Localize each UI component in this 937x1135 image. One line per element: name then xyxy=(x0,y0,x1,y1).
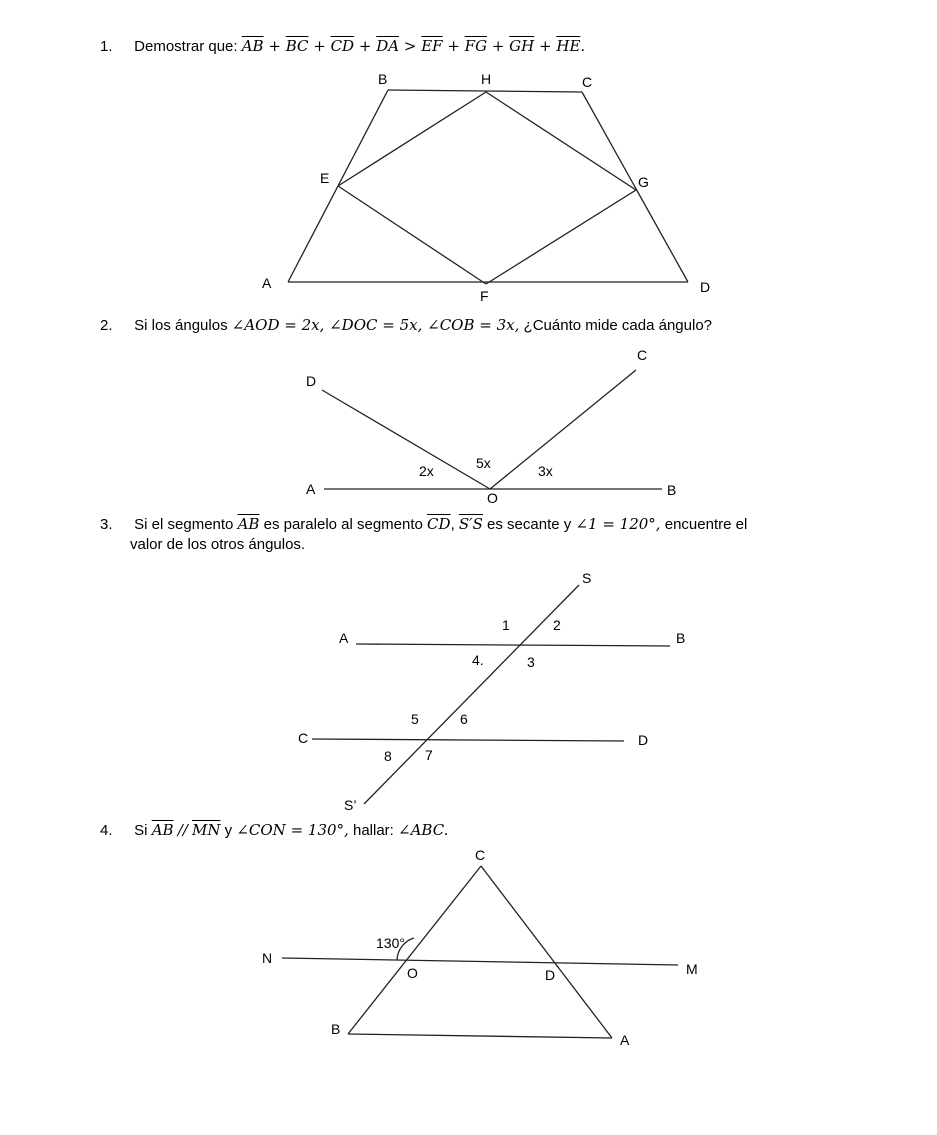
label-b: B xyxy=(676,630,686,646)
label-d: D xyxy=(700,279,711,295)
line-ab-fig xyxy=(356,644,670,646)
label-o: O xyxy=(407,965,418,981)
term-bc: $\overline{BC}$ xyxy=(285,37,309,55)
figure-4 xyxy=(262,847,698,1048)
segment-ba xyxy=(348,1034,612,1038)
problem-1-expression: $\overline{AB} + \overline{BC} + \overline{CD} + \overline{DA} > \overline{EF} + \overline{FG} + \overline{GH} + \overline{HE}$. xyxy=(241,37,586,55)
term-he: $\overline{HE}$ xyxy=(556,37,581,55)
term-cd: $\overline{CD}$ xyxy=(330,37,355,55)
problem-2-text-a: Si los ángulos xyxy=(134,317,228,334)
problem-3-text-a: Si el segmento xyxy=(134,516,234,533)
label-d: D xyxy=(545,967,556,983)
angle-2: 2 xyxy=(553,617,561,633)
angle-7: 7 xyxy=(425,747,433,763)
term-fg: $\overline{FG}$ xyxy=(464,37,488,55)
label-b: B xyxy=(378,71,388,87)
label-b: B xyxy=(667,482,677,498)
label-h: H xyxy=(481,71,492,87)
label-s-prime: S’ xyxy=(344,797,357,813)
label-s: S xyxy=(582,570,592,586)
angle-3: 3 xyxy=(527,654,535,670)
segment-bc-fig xyxy=(388,90,582,92)
figure-1 xyxy=(262,71,710,304)
relation: > xyxy=(403,37,417,55)
segment-ab: $\overline{AB}$ xyxy=(151,821,174,839)
angle-cob: 3x xyxy=(538,463,553,479)
angle-4: 4. xyxy=(472,652,484,668)
problem-3-text-d: encuentre el xyxy=(664,516,748,533)
problem-3-text-b: es paralelo al segmento xyxy=(263,516,423,533)
segment-bc xyxy=(348,866,481,1034)
label-a: A xyxy=(620,1032,630,1048)
problem-4-text-a: Si xyxy=(134,822,148,839)
segment-hg xyxy=(486,92,636,190)
line-cd-fig xyxy=(312,739,624,741)
label-b: B xyxy=(331,1021,341,1037)
problem-3-line-2: valor de los otros ángulos. xyxy=(130,536,306,553)
label-f: F xyxy=(480,288,489,304)
term-da: $\overline{DA}$ xyxy=(376,37,400,55)
problem-4-target: ∠ABC. xyxy=(398,821,449,839)
label-c: C xyxy=(475,847,486,863)
angle-6: 6 xyxy=(460,711,468,727)
segment-gf xyxy=(486,190,636,284)
label-a: A xyxy=(339,630,349,646)
angle-8: 8 xyxy=(384,748,392,764)
label-e: E xyxy=(320,170,330,186)
segment-eh xyxy=(338,92,486,186)
problem-2-number: 2. xyxy=(100,317,113,334)
segment-cd: $\overline{CD}$ xyxy=(427,515,451,533)
label-m: M xyxy=(686,961,698,977)
label-g: G xyxy=(638,174,649,190)
ray-od xyxy=(322,390,490,489)
label-a: A xyxy=(306,481,316,497)
segment-s-prime-s: S′S xyxy=(458,515,483,533)
problem-1-number: 1. xyxy=(100,38,113,55)
segment-fe xyxy=(338,186,486,284)
angle-doc: 5x xyxy=(476,455,491,471)
problem-3-math: ∠1 = 120°, xyxy=(575,515,661,533)
label-c: C xyxy=(298,730,309,746)
segment-mn: $\overline{MN}$ xyxy=(192,821,221,839)
label-c: C xyxy=(637,347,648,363)
line-nm xyxy=(282,958,678,965)
problem-4-number: 4. xyxy=(100,822,113,839)
parallel-symbol: // xyxy=(177,821,188,839)
label-a: A xyxy=(262,275,272,291)
angle-1: 1 xyxy=(502,617,510,633)
suffix: . xyxy=(580,37,586,55)
label-d: D xyxy=(638,732,649,748)
angle-5: 5 xyxy=(411,711,419,727)
figure-3 xyxy=(298,570,685,813)
problem-3-text-c: es secante y xyxy=(487,516,572,533)
problem-4-text-c: hallar: xyxy=(352,822,394,839)
transversal-s-prime-s xyxy=(364,585,579,804)
term-gh: $\overline{GH}$ xyxy=(509,37,535,55)
problem-1-prefix: Demostrar que: xyxy=(134,38,238,55)
term-ef: $\overline{EF}$ xyxy=(421,37,443,55)
figure-2 xyxy=(306,347,676,506)
problem-3-number: 3. xyxy=(100,516,113,533)
angle-aod: 2x xyxy=(419,463,434,479)
segment-ab: $\overline{AB}$ xyxy=(237,515,260,533)
label-n: N xyxy=(262,950,273,966)
label-c: C xyxy=(582,74,593,90)
term-ab: $\overline{AB}$ xyxy=(241,37,264,55)
problem-4-math: ∠CON = 130°, xyxy=(236,821,349,839)
problem-2-math: ∠AOD = 2x, ∠DOC = 5x, ∠COB = 3x, xyxy=(231,316,520,334)
segment-cd-fig xyxy=(582,92,688,282)
segment-ca xyxy=(481,866,612,1038)
label-d: D xyxy=(306,373,317,389)
ray-oc xyxy=(490,370,636,489)
angle-con-label: 130° xyxy=(376,935,405,951)
label-o: O xyxy=(487,490,498,506)
separator: , xyxy=(450,516,455,533)
problem-4-text-b: y xyxy=(224,822,233,839)
problem-2-question: ¿Cuánto mide cada ángulo? xyxy=(523,317,713,334)
